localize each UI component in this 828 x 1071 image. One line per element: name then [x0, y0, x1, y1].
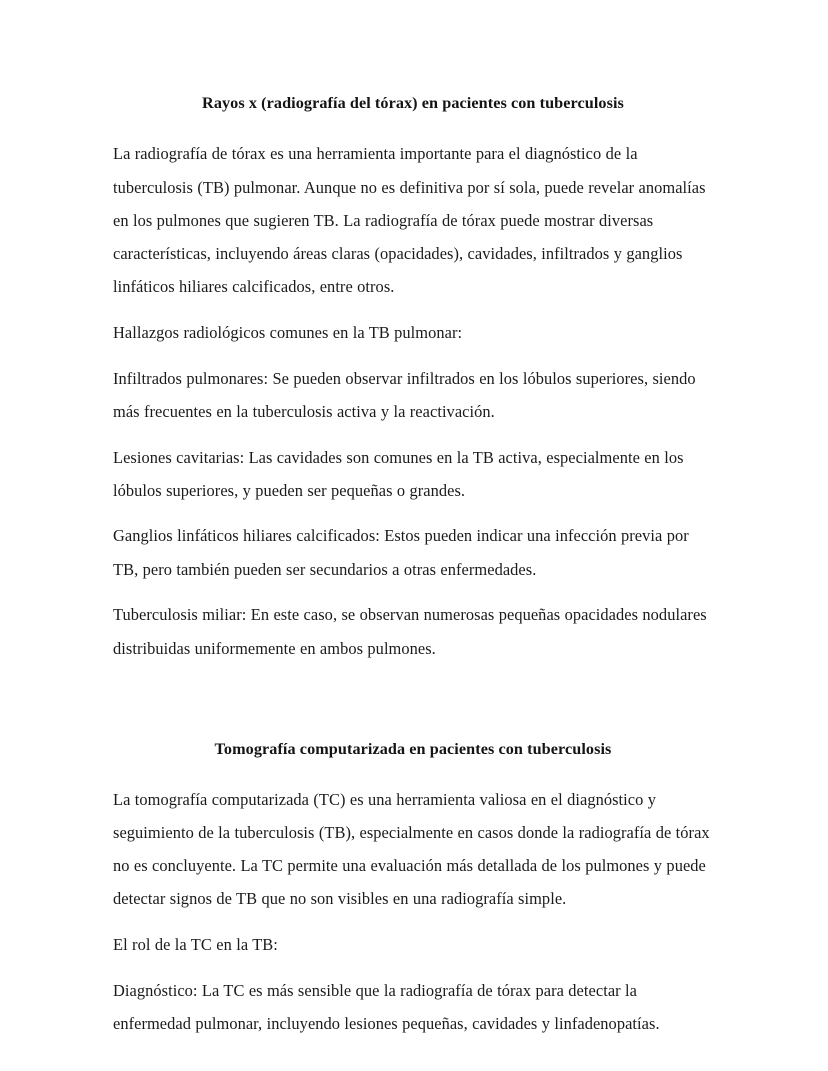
paragraph-hallazgos-label: Hallazgos radiológicos comunes en la TB pulmonar: — [113, 322, 463, 342]
paragraph-infiltrados-pulmonares: Infiltrados pulmonares: Se pueden observar infiltrados en los lóbulos superiores, siendo más frecuentes en la tuberculosis activa y la reactivación. — [113, 368, 696, 421]
section-heading-radiografia: Rayos x (radiografía del tórax) en pacientes con tuberculosis — [202, 94, 624, 112]
paragraph-tomografia-intro: La tomografía computarizada (TC) es una herramienta valiosa en el diagnóstico y seguimiento de la tuberculosis (TB), especialmente en casos donde la radiografía de tórax no es concluyente. La TC permite una evaluación más detallada de los pulmones y puede detectar signos de TB que no son visibles en una radiografía simple. — [113, 789, 710, 909]
paragraph-ganglios-calcificados: Ganglios linfáticos hiliares calcificados: Estos pueden indicar una infección previa por TB, pero también pueden ser secundarios a otras enfermedades. — [113, 526, 689, 579]
section-heading-tomografia: Tomografía computarizada en pacientes con tuberculosis — [214, 740, 612, 759]
paragraph-tuberculosis-miliar: Tuberculosis miliar: En este caso, se observan numerosas pequeñas opacidades nodulares distribuidas uniformemente en ambos pulmones. — [113, 605, 707, 658]
section-spacer — [113, 677, 713, 739]
paragraph-rol-tc-label: El rol de la TC en la TB: — [113, 934, 278, 954]
paragraph-radiografia-intro: La radiografía de tórax es una herramienta importante para el diagnóstico de la tuberculosis (TB) pulmonar. Aunque no es definitiva por sí sola, puede revelar anomalías en los pulmones que sugieren TB. La radiografía de tórax puede mostrar diversas características, incluyendo áreas claras (opacidades), cavidades, infiltrados y ganglios linfáticos hiliares calcificados, entre otros. — [113, 144, 706, 297]
paragraph-diagnostico-tc: Diagnóstico: La TC es más sensible que la radiografía de tórax para detectar la enfermedad pulmonar, incluyendo lesiones pequeñas, cavidades y linfadenopatías. — [113, 980, 660, 1033]
document-body — [113, 93, 713, 1040]
paragraph-lesiones-cavitarias: Lesiones cavitarias: Las cavidades son comunes en la TB activa, especialmente en los lóbulos superiores, y pueden ser pequeñas o grandes. — [113, 447, 684, 500]
